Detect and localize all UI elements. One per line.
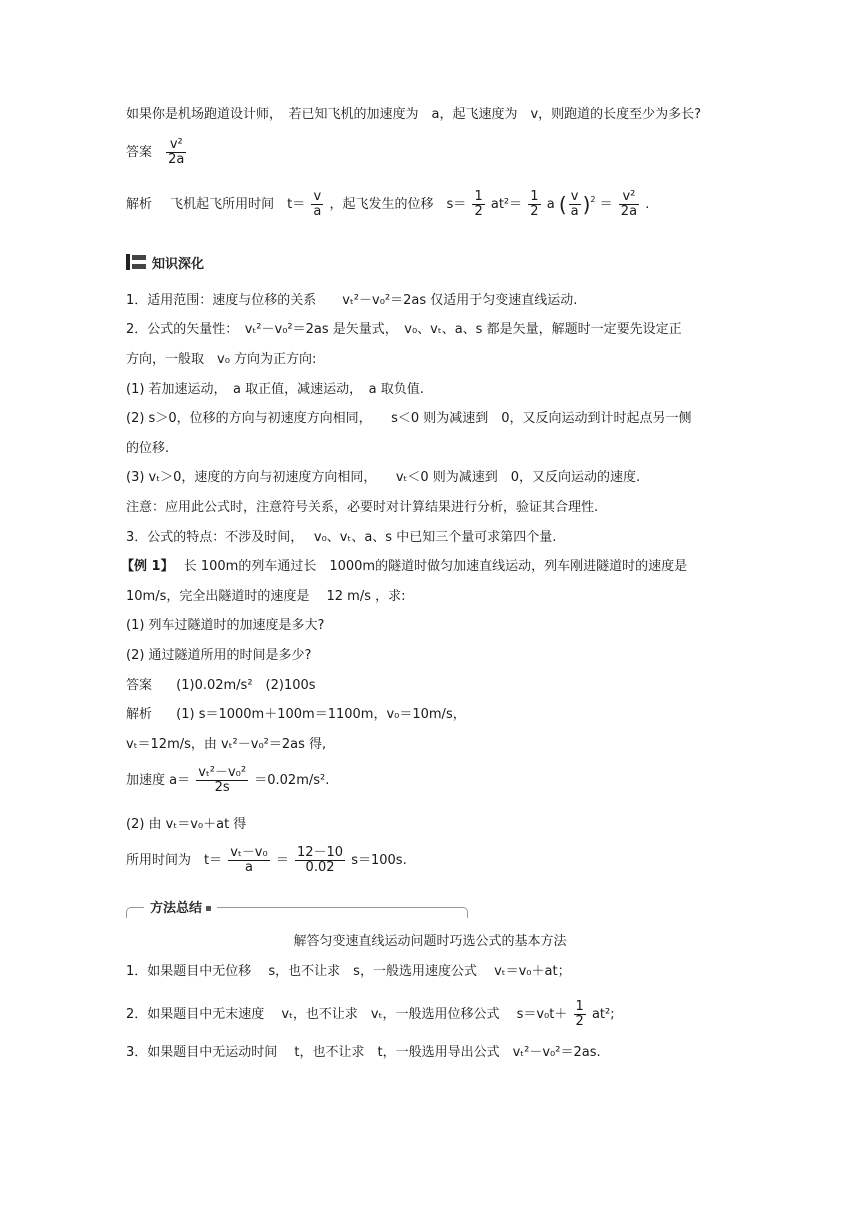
fraction-v2-over-2a: $\frac{\text{v²}}{2a}$: [620, 189, 638, 219]
knowledge-line: 1．适用范围：速度与位移的关系 vₜ²－v₀²＝2as 仅适用于匀变速直线运动.: [126, 293, 578, 308]
knowledge-line: 方向，一般取 v₀ 方向为正方向:: [126, 352, 317, 367]
section-lines-icon: [132, 254, 146, 270]
fraction-v-over-a: $\frac{v}{a}$: [313, 189, 322, 219]
analysis-label: 解析: [126, 707, 153, 722]
answer-label: 答案: [126, 145, 153, 160]
example-line-2: 10m/s，完全出隧道时的速度是 12 m/s ，求:: [126, 589, 406, 604]
method-heading: 解答匀变速直线运动问题时巧选公式的基本方法: [293, 934, 567, 949]
analysis-line: 解析 飞机起飞所用时间 t＝ $\frac{v}{a}$ ，起飞发生的位移 s＝ $\frac{1}{2}$ at²＝ $\frac{1}{2}$ a ( $\frac{v}{a}$ )$^2$ ＝ $\frac{\text{v²}}{2a}$ .: [126, 189, 650, 219]
answer-label: 答案: [126, 678, 153, 693]
example-question-1: (1) 列车过隧道时的加速度是多大?: [126, 618, 325, 633]
example-tag: 【例 1】: [121, 559, 174, 574]
answer-line: [126, 138, 188, 167]
method-item-2: 2．如果题目中无末速度 vₜ，也不让求 vₜ，一般选用位移公式 s＝v₀t＋ $\frac{1}{2}$ at²;: [126, 999, 615, 1029]
answer-fraction: $\frac{\text{v²}}{2a}$: [168, 137, 185, 167]
example-analysis-2: vₜ＝12m/s，由 vₜ²－v₀²＝2as 得,: [126, 737, 327, 752]
acceleration-fraction: $\frac{\text{vₜ²－v₀²}}{2s}$: [198, 765, 247, 795]
section-header: [126, 252, 204, 272]
knowledge-line: (2) s＞0，位移的方向与初速度方向相同， s＜0 则为减速到 0，又反向运动到计时起点另一侧: [126, 411, 692, 426]
method-title: 方法总结: [144, 897, 217, 916]
knowledge-line: (3) vₜ＞0，速度的方向与初速度方向相同， vₜ＜0 则为减速到 0，又反向运动的速度.: [126, 470, 641, 485]
question-text: 如果你是机场跑道设计师， 若已知飞机的加速度为 a，起飞速度为 v，则跑道的长度至少为多长?: [126, 107, 702, 122]
fraction-half-2: $\frac{1}{2}$: [530, 189, 539, 219]
section-bar-icon: [126, 254, 130, 270]
time-fraction-2: $\frac{12-10}{0.02}$: [296, 845, 344, 875]
method-summary-box: [126, 897, 468, 919]
analysis-label: 解析: [126, 197, 153, 212]
example-question-2: (2) 通过隧道所用的时间是多少?: [126, 648, 312, 663]
knowledge-line: 注意：应用此公式时，注意符号关系，必要时对计算结果进行分析，验证其合理性.: [126, 500, 599, 515]
example-analysis-1: 解析 (1) s＝1000m＋100m＝1100m，v₀＝10m/s，: [126, 707, 466, 722]
knowledge-line: 3．公式的特点：不涉及时间， v₀、vₜ、a、s 中已知三个量可求第四个量.: [126, 530, 557, 545]
knowledge-line: (1) 若加速运动， a 取正值，减速运动， a 取负值.: [126, 382, 424, 397]
example-answer: 答案 (1)0.02m/s² (2)100s: [126, 678, 316, 693]
example-line-1: 【例 1】 长 100m的列车通过长 1000m的隧道时做匀加速直线运动，列车刚进隧道时的速度是: [121, 559, 688, 574]
fraction-half-3: $\frac{1}{2}$: [575, 999, 584, 1029]
fraction-v-over-a-2: $\frac{v}{a}$: [570, 189, 579, 219]
example-analysis-4: (2) 由 vₜ＝v₀＋at 得: [126, 817, 247, 832]
section-title: 知识深化: [152, 256, 205, 272]
knowledge-line: 的位移.: [126, 441, 170, 456]
knowledge-line: 2．公式的矢量性： vₜ²－v₀²＝2as 是矢量式， v₀、vₜ、a、s 都是矢量，解题时一定要先设定正: [126, 322, 682, 337]
example-analysis-5: 所用时间为 t＝ $\frac{\text{vₜ－v₀}}{a}$ ＝ $\frac{12-10}{0.02}$ s＝100s.: [126, 845, 407, 875]
fraction-half: $\frac{1}{2}$: [474, 189, 483, 219]
time-fraction-1: $\frac{\text{vₜ－v₀}}{a}$: [230, 845, 268, 875]
example-analysis-3: 加速度 a＝ $\frac{\text{vₜ²－v₀²}}{2s}$ ＝0.02m/s².: [126, 765, 330, 795]
method-item-1: 1．如果题目中无位移 s，也不让求 s，一般选用速度公式 vₜ＝v₀＋at；: [126, 964, 571, 979]
method-item-3: 3．如果题目中无运动时间 t，也不让求 t，一般选用导出公式 vₜ²－v₀²＝2as.: [126, 1045, 601, 1060]
